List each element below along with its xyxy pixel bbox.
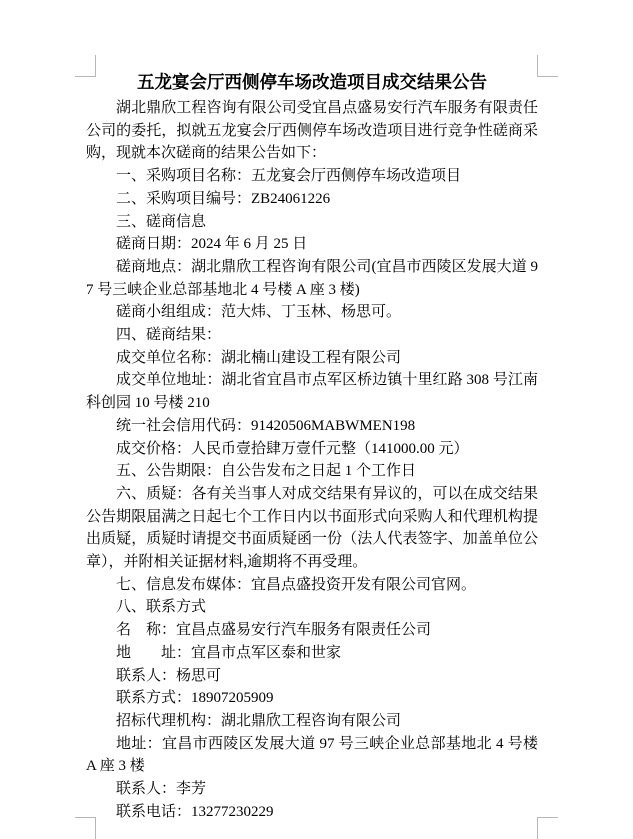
paragraph-purchaser-address: 地 址：宜昌市点军区泰和世家 <box>116 644 342 661</box>
paragraph-project-name: 一、采购项目名称：五龙宴会厅西侧停车场改造项目 <box>116 168 462 185</box>
paragraph-objection: 六、质疑：各有关当事人对成交结果有异议的，可以在成交结果公告期限届满之日起七个工作日内以书面形式向采购人和代理机构提出质疑，质疑时请提交书面质疑函一份（法人代表签字、加盖单位公章），并附相关证据材料,逾期将不再受理。 <box>86 485 538 571</box>
paragraph-announcement-period: 五、公告期限：自公告发布之日起 1 个工作日 <box>116 463 417 480</box>
crop-mark-top-right <box>537 55 558 77</box>
paragraph-negotiation-date: 磋商日期：2024 年 6 月 25 日 <box>116 236 308 253</box>
paragraph-agency-phone: 联系电话：13277230229 <box>116 803 274 820</box>
paragraph-credit-code: 统一社会信用代码：91420506MABWMEN198 <box>116 417 416 434</box>
document-title: 五龙宴会厅西侧停车场改造项目成交结果公告 <box>137 72 487 92</box>
paragraph-agency-name: 招标代理机构：湖北鼎欣工程咨询有限公司 <box>116 712 402 729</box>
paragraph-project-number: 二、采购项目编号：ZB24061226 <box>116 190 331 207</box>
paragraph-agency-address: 地址：宜昌市西陵区发展大道 97 号三峡企业总部基地北 4 号楼 A 座 3 楼 <box>86 735 538 775</box>
paragraph-purchaser-phone: 联系方式：18907205909 <box>116 690 274 707</box>
paragraph-winner-address: 成交单位地址：湖北省宜昌市点军区桥边镇十里红路 308 号江南科创园 10 号楼 210 <box>86 372 538 412</box>
document-body <box>86 69 538 824</box>
paragraph-publish-media: 七、信息发布媒体：宜昌点盛投资开发有限公司官网。 <box>116 576 477 593</box>
paragraph-purchaser-name: 名 称：宜昌点盛易安行汽车服务有限责任公司 <box>116 622 432 639</box>
paragraph-intro: 湖北鼎欣工程咨询有限公司受宜昌点盛易安行汽车服务有限责任公司的委托，拟就五龙宴会厅西侧停车场改造项目进行竞争性磋商采购，现就本次磋商的结果公告如下： <box>86 100 538 162</box>
paragraph-negotiation-panel: 磋商小组组成：范大炜、丁玉林、杨思可。 <box>116 304 402 321</box>
paragraph-negotiation-info: 三、磋商信息 <box>116 213 207 230</box>
paragraph-agency-contact: 联系人：李芳 <box>116 781 207 798</box>
paragraph-winner-name: 成交单位名称：湖北楠山建设工程有限公司 <box>116 349 402 366</box>
paragraph-result-heading: 四、磋商结果： <box>116 327 222 344</box>
paragraph-negotiation-place: 磋商地点：湖北鼎欣工程咨询有限公司(宜昌市西陵区发展大道 97 号三峡企业总部基地北 4 号楼 A 座 3 楼) <box>86 258 538 298</box>
crop-mark-bottom-right <box>537 817 558 839</box>
paragraph-price: 成交价格：人民币壹拾肆万壹仟元整（141000.00 元） <box>116 440 469 457</box>
paragraph-contact-heading: 八、联系方式 <box>116 599 207 616</box>
paragraph-purchaser-contact: 联系人：杨思可 <box>116 667 222 684</box>
